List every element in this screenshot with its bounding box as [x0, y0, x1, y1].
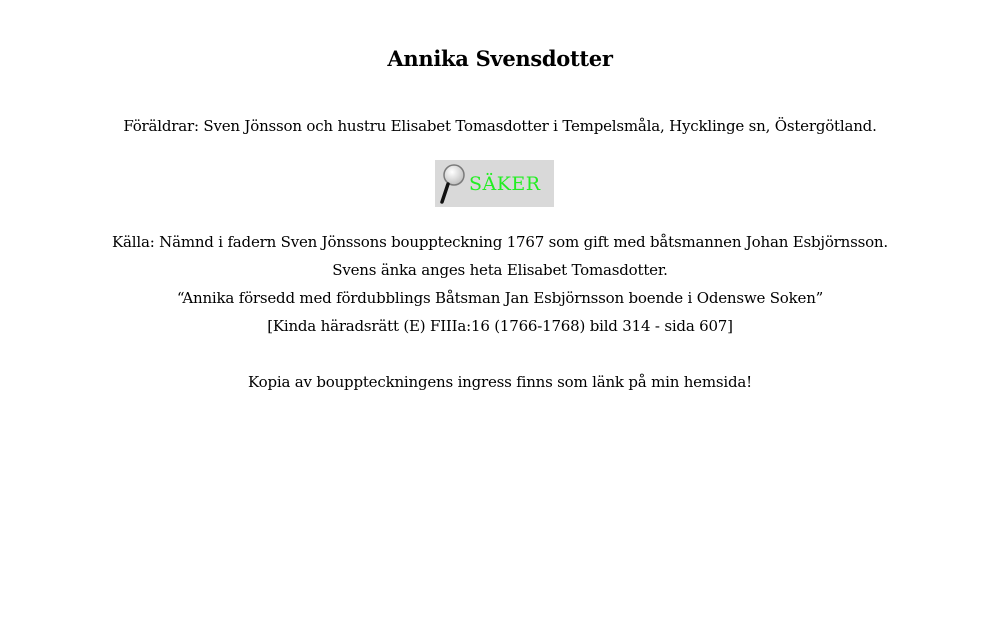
page-title: Annika Svensdotter: [387, 46, 613, 71]
certainty-label: SÄKER: [469, 172, 541, 195]
source-line: Källa: Nämnd i fadern Sven Jönssons bouppteckning 1767 som gift med båtsmannen Johan Esbjörnsson.: [112, 233, 888, 251]
copy-note: Kopia av bouppteckningens ingress finns som länk på min hemsida!: [248, 373, 752, 391]
source-line: Svens änka anges heta Elisabet Tomasdotter.: [332, 261, 668, 279]
source-line: [Kinda häradsrätt (E) FIIIa:16 (1766-1768) bild 314 - sida 607]: [267, 317, 733, 335]
parents-text: Föräldrar: Sven Jönsson och hustru Elisabet Tomasdotter i Tempelsmåla, Hycklinge sn, Östergötland.: [123, 117, 877, 135]
source-block: [0, 228, 1000, 340]
source-line: “Annika försedd med fördubblings Båtsman Jan Esbjörnsson boende i Odenswe Soken”: [176, 289, 824, 307]
certainty-badge: [435, 160, 554, 207]
magnifying-glass-icon: [437, 160, 467, 207]
